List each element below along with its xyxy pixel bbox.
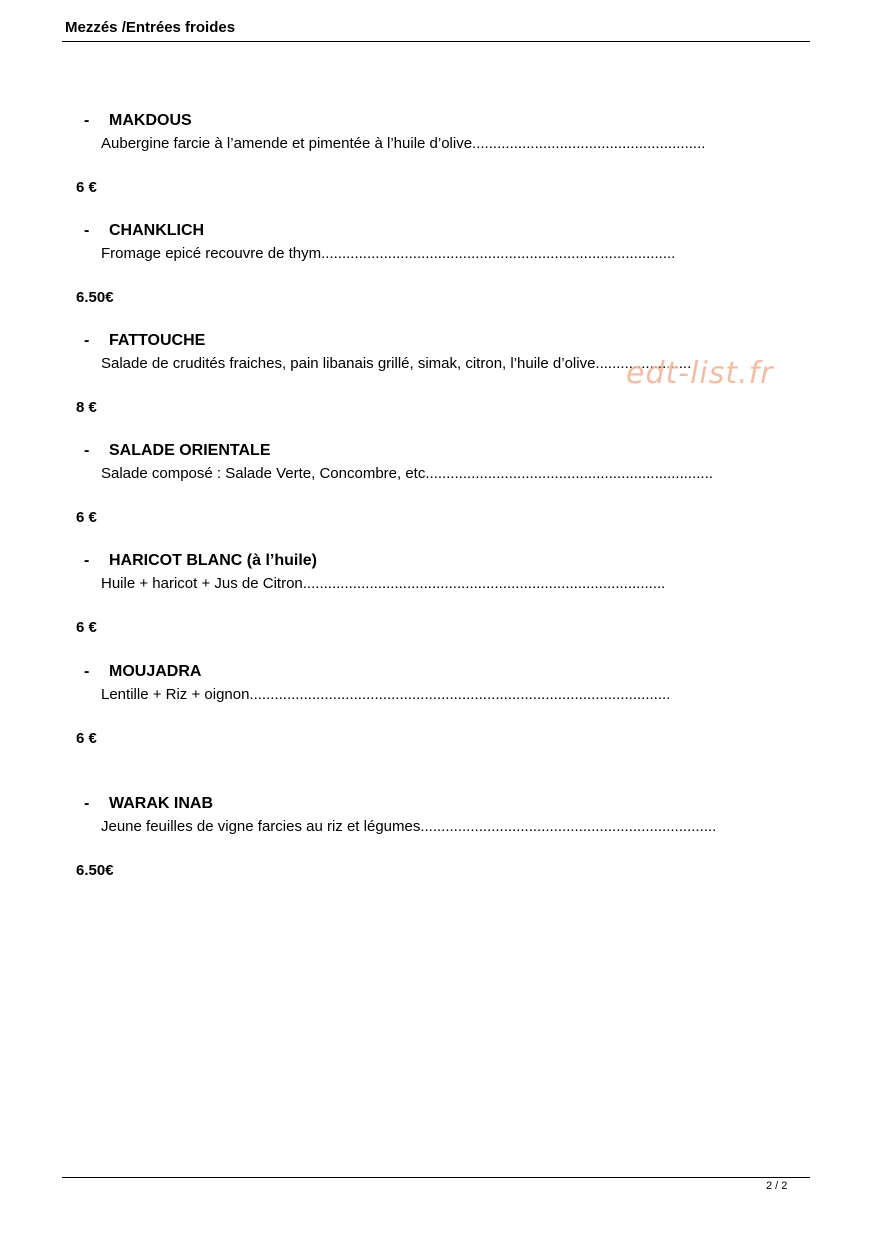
page-number: 2 / 2 [766, 1180, 788, 1192]
menu-item-description: Huile + haricot + Jus de Citron....................................................................................... [101, 575, 666, 592]
menu-item [0, 222, 871, 312]
menu-item-name: MAKDOUS [109, 112, 192, 129]
menu-item-name: CHANKLICH [109, 222, 205, 239]
menu-item-name: HARICOT BLANC (à l’huile) [109, 552, 317, 569]
menu-item-price: 6 € [76, 509, 97, 526]
menu-item-price: 6 € [76, 730, 97, 747]
bullet-dash: - [84, 332, 90, 349]
menu-item-description: Salade de crudités fraiches, pain libanais grillé, simak, citron, l’huile d’olive....................... [101, 355, 692, 372]
menu-item [0, 442, 871, 532]
bullet-dash: - [84, 112, 90, 129]
header-divider [62, 41, 810, 42]
menu-item [0, 795, 871, 885]
bullet-dash: - [84, 552, 90, 569]
watermark: edt-list.fr [626, 356, 774, 391]
menu-item-name: SALADE ORIENTALE [109, 442, 271, 459]
menu-item-name: WARAK INAB [109, 795, 213, 812]
menu-item-description: Aubergine farcie à l’amende et pimentée à l’huile d’olive........................................................ [101, 135, 706, 152]
bullet-dash: - [84, 795, 90, 812]
footer-divider [62, 1177, 810, 1178]
menu-item-description: Fromage epicé recouvre de thym..................................................................................... [101, 245, 676, 262]
bullet-dash: - [84, 442, 90, 459]
menu-item-name: FATTOUCHE [109, 332, 206, 349]
menu-item [0, 663, 871, 753]
menu-item [0, 112, 871, 202]
menu-item-price: 8 € [76, 399, 97, 416]
bullet-dash: - [84, 222, 90, 239]
menu-item-name: MOUJADRA [109, 663, 202, 680]
bullet-dash: - [84, 663, 90, 680]
menu-item-description: Jeune feuilles de vigne farcies au riz et légumes....................................................................... [101, 818, 717, 835]
menu-item-price: 6.50€ [76, 289, 114, 306]
menu-item-description: Lentille + Riz + oignon..................................................................................................... [101, 686, 671, 703]
page-title: Mezzés /Entrées froides [65, 19, 236, 36]
menu-item-price: 6 € [76, 619, 97, 636]
menu-item [0, 552, 871, 642]
menu-item-description: Salade composé : Salade Verte, Concombre, etc..................................................................... [101, 465, 713, 482]
menu-item-price: 6 € [76, 179, 97, 196]
menu-item-price: 6.50€ [76, 862, 114, 879]
